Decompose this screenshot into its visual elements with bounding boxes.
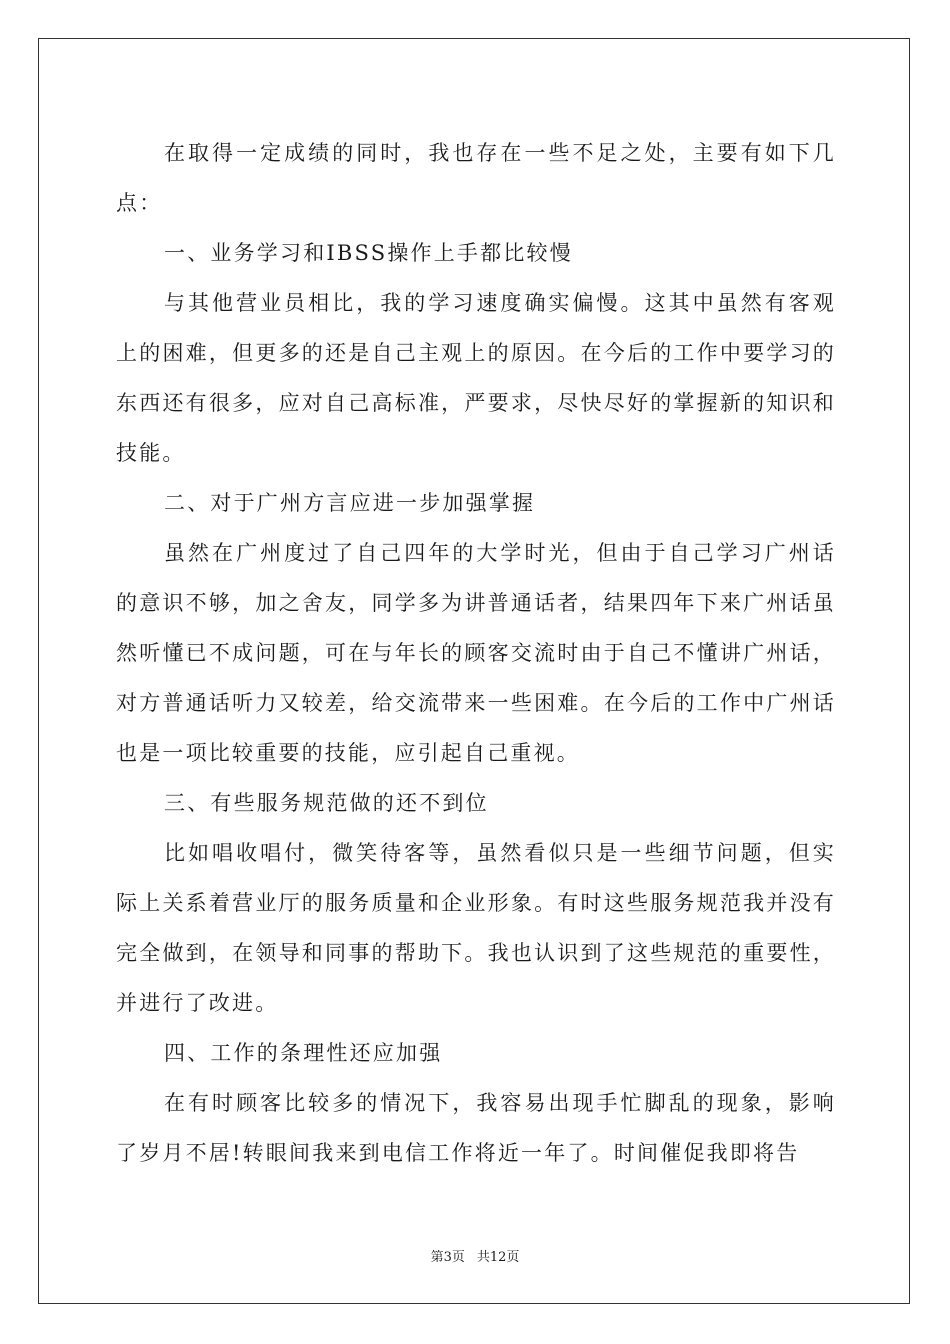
- paragraph-two: 虽然在广州度过了自己四年的大学时光，但由于自己学习广州话的意识不够，加之舍友，同学多为讲普通话者，结果四年下来广州话虽然听懂已不成问题，可在与年长的顾客交流时由于自己不懂讲广州话，对方普通话听力又较差，给交流带来一些困难。在今后的工作中广州话也是一项比较重要的技能，应引起自己重视。: [116, 541, 836, 765]
- heading-three: 三、有些服务规范做的还不到位: [164, 791, 489, 815]
- paragraph-four: 在有时顾客比较多的情况下，我容易出现手忙脚乱的现象，影响了岁月不居!转眼间我来到电信工作将近一年了。时间催促我即将告: [116, 1091, 836, 1165]
- intro-paragraph: 在取得一定成绩的同时，我也存在一些不足之处，主要有如下几点：: [116, 141, 836, 215]
- paragraph-one: 与其他营业员相比，我的学习速度确实偏慢。这其中虽然有客观上的困难，但更多的还是自己主观上的原因。在今后的工作中要学习的东西还有很多，应对自己高标准，严要求，尽快尽好的掌握新的知识和技能。: [116, 291, 836, 465]
- document-body: [116, 128, 836, 1178]
- heading-four: 四、工作的条理性还应加强: [164, 1041, 443, 1065]
- heading-one: 一、业务学习和IBSS操作上手都比较慢: [164, 241, 573, 265]
- page-total: 共12页: [476, 1250, 520, 1265]
- heading-two: 二、对于广州方言应进一步加强掌握: [164, 491, 536, 515]
- page-footer: [0, 1246, 950, 1265]
- page-number: 第3页: [430, 1250, 465, 1265]
- paragraph-three: 比如唱收唱付，微笑待客等，虽然看似只是一些细节问题，但实际上关系着营业厅的服务质量和企业形象。有时这些服务规范我并没有完全做到，在领导和同事的帮助下。我也认识到了这些规范的重要性，并进行了改进。: [116, 841, 836, 1015]
